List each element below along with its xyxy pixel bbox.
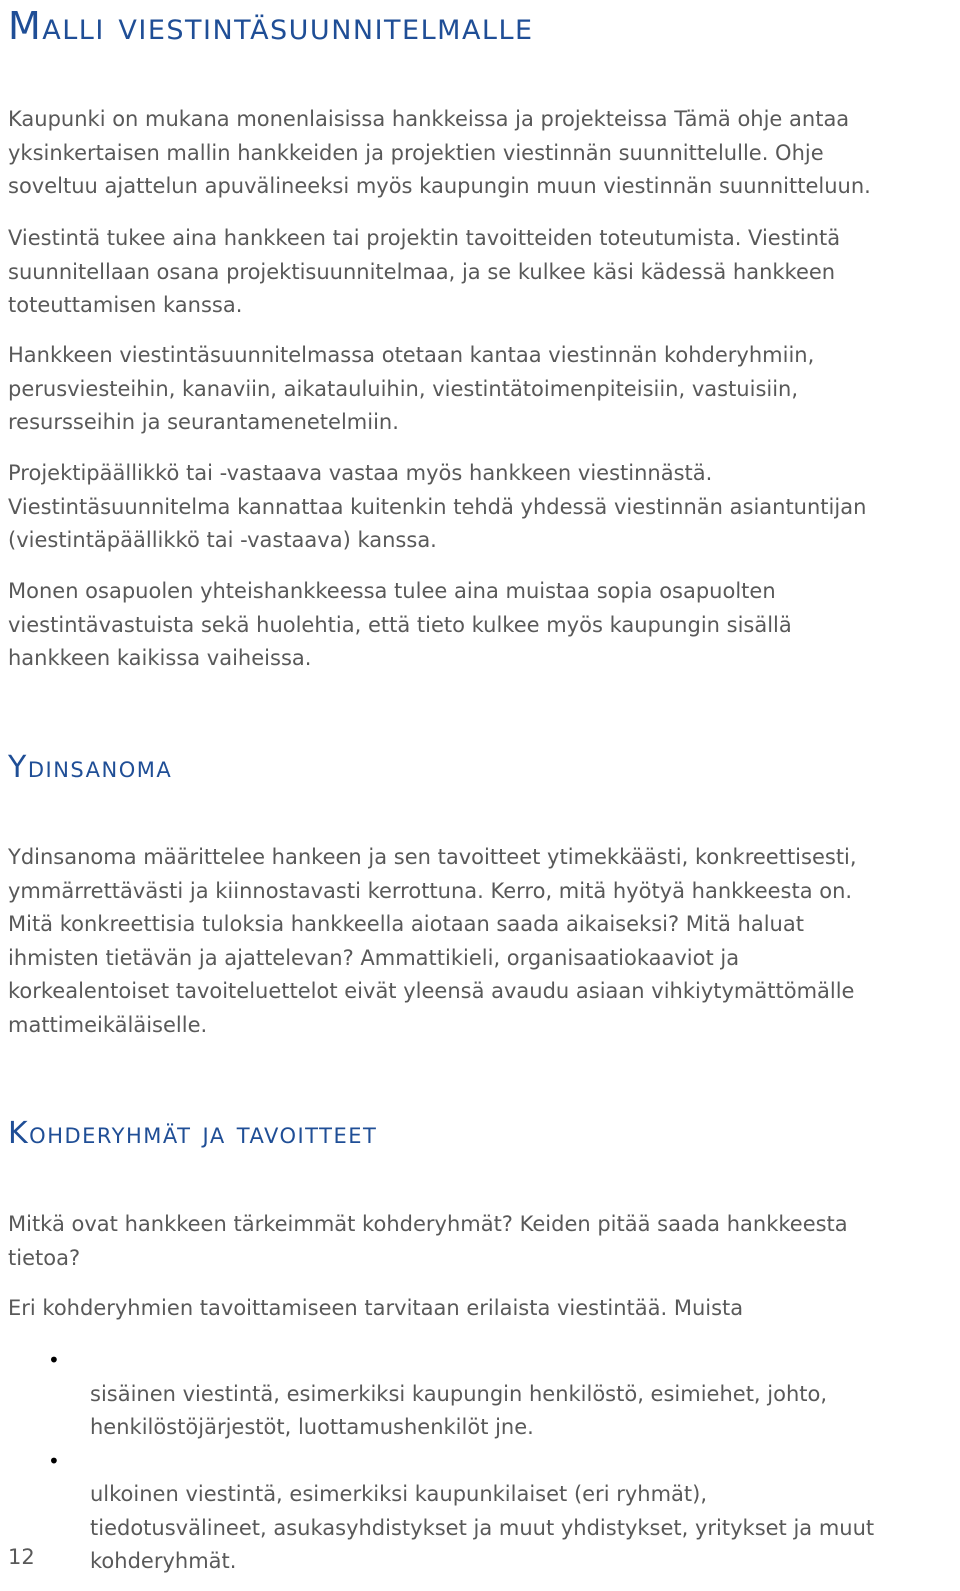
bullet-icon: • <box>48 1348 60 1372</box>
intro-paragraph-1: Kaupunki on mukana monenlaisissa hankkeissa ja projekteissa Tämä ohje antaa yksinkertaisen mallin hankkeiden ja projektien viestinnän suunnittelulle. Ohje soveltuu ajattelun apuvälineeksi myös kaupungin muun viestinnän suunnitteluun. <box>8 107 871 198</box>
target-group-list <box>8 1344 958 1579</box>
list-item <box>8 1445 958 1579</box>
intro-paragraph-5: Monen osapuolen yhteishankkeessa tulee aina muistaa sopia osapuolten viestintävastuista sekä huolehtia, että tieto kulkee myös kaupungin sisällä hankkeen kaikissa vaiheissa. <box>8 579 792 670</box>
kohderyhmat-paragraph-1: Mitkä ovat hankkeen tärkeimmät kohderyhmät? Keiden pitää saada hankkeesta tietoa? <box>8 1212 848 1270</box>
kohderyhmat-paragraph-2: Eri kohderyhmien tavoittamiseen tarvitaan erilaista viestintää. Muista <box>8 1296 744 1320</box>
section-heading-kohderyhmat: Kohderyhmät ja tavoitteet <box>8 1116 378 1151</box>
intro-paragraph-3: Hankkeen viestintäsuunnitelmassa otetaan kantaa viestinnän kohderyhmiin, perusviesteihin, kanaviin, aikatauluihin, viestintätoimenpiteisiin, vastuisiin, resursseihin ja seurantamenetelmiin. <box>8 343 815 434</box>
ydinsanoma-paragraph: Ydinsanoma määrittelee hankeen ja sen tavoitteet ytimekkäästi, konkreettisesti, ymmärrettävästi ja kiinnostavasti kerrottuna. Kerro, mitä hyötyä hankkeesta on. Mitä konkreettisia tuloksia hankkeella aiotaan saada aikaiseksi? Mitä haluat ihmisten tietävän ja ajattelevan? Ammattikieli, organisaatiokaaviot ja korkealentoiset tavoiteluettelot eivät yleensä avaudu asiaan vihkiytymättömälle mattimeikäläiselle. <box>8 845 857 1037</box>
page-number: 12 <box>8 1545 35 1569</box>
list-item-text: sisäinen viestintä, esimerkiksi kaupungin henkilöstö, esimiehet, johto, henkilöstöjärjestöt, luottamushenkilöt jne. <box>90 1381 828 1439</box>
bullet-icon: • <box>48 1448 60 1473</box>
list-item-text: ulkoinen viestintä, esimerkiksi kaupunkilaiset (eri ryhmät), tiedotusvälineet, asukasyhdistykset ja muut yhdistykset, yritykset ja muut kohderyhmät. <box>90 1482 875 1573</box>
intro-paragraph-2: Viestintä tukee aina hankkeen tai projektin tavoitteiden toteutumista. Viestintä suunnitellaan osana projektisuunnitelmaa, ja se kulkee käsi kädessä hankkeen toteuttamisen kanssa. <box>8 226 841 317</box>
list-item <box>8 1344 958 1445</box>
page-title: Malli viestintäsuunnitelmalle <box>8 4 534 48</box>
section-heading-ydinsanoma: Ydinsanoma <box>8 750 173 785</box>
intro-paragraph-4: Projektipäällikkö tai -vastaava vastaa myös hankkeen viestinnästä. Viestintäsuunnitelma kannattaa kuitenkin tehdä yhdessä viestinnän asiantuntijan (viestintäpäällikkö tai -vastaava) kanssa. <box>8 461 867 552</box>
